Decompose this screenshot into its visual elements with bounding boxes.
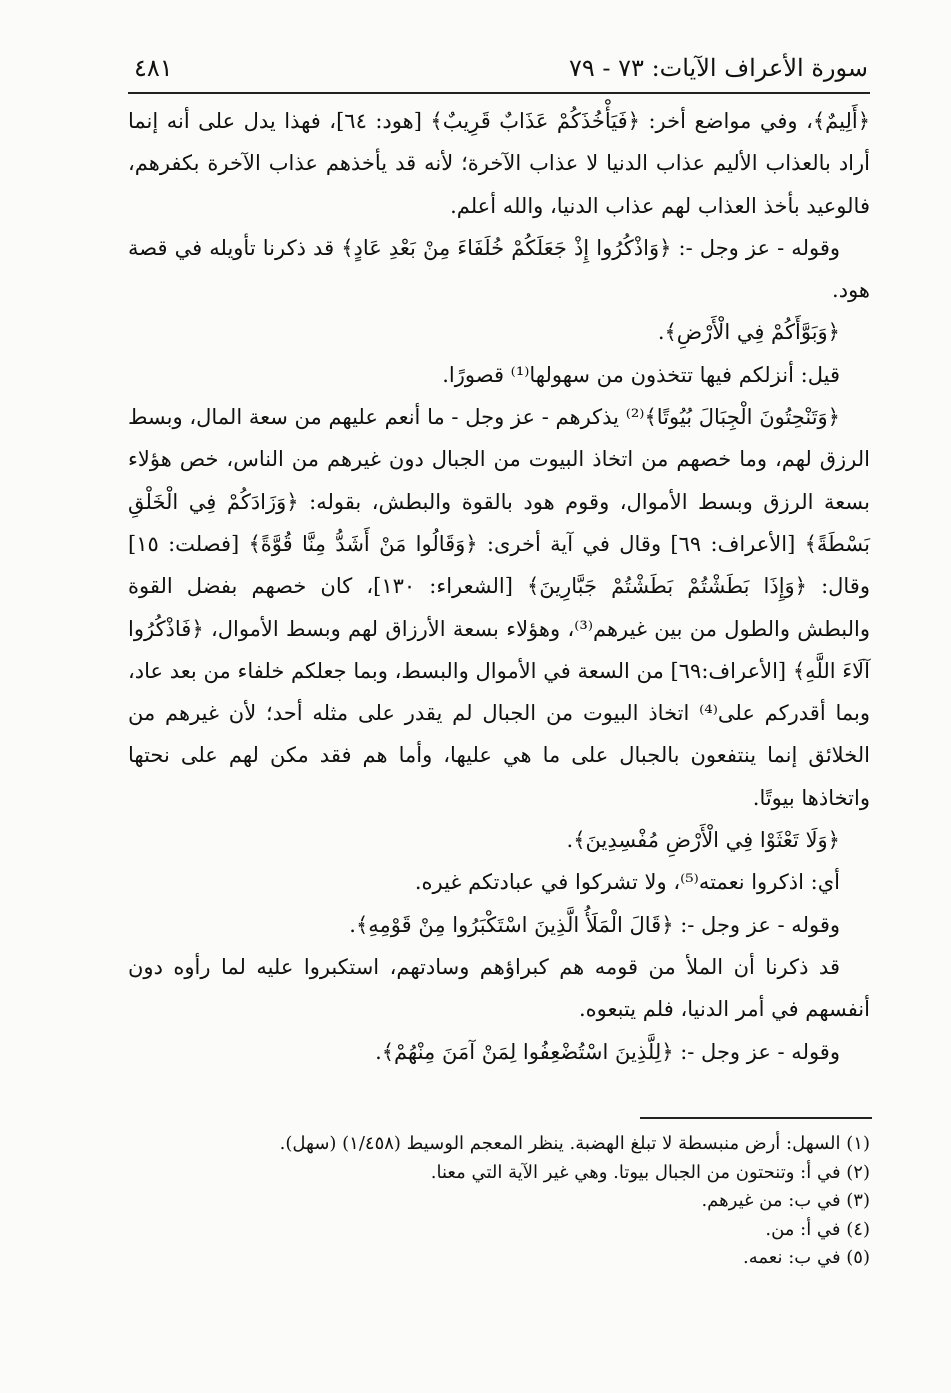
header-divider — [128, 92, 870, 94]
paragraph: أي: اذكروا نعمته⁽⁵⁾، ولا تشركوا في عبادتكم غيره. — [414, 870, 840, 895]
paragraph: وقوله - عز وجل -: ﴿وَاذْكُرُوا إِذْ جَعَلَكُمْ خُلَفَاءَ مِنْ بَعْدِ عَادٍ﴾ قد ذكرنا تأويله في قصة هود. — [128, 235, 870, 303]
quran-verse: ﴿وَبَوَّأَكُمْ فِي الْأَرْضِ﴾. — [657, 320, 840, 345]
main-text — [128, 100, 870, 1073]
paragraph: قيل: أنزلكم فيها تتخذون من سهولها⁽¹⁾ قصورًا. — [442, 362, 840, 387]
header-title: سورة الأعراف الآيات: ٧٣ - ٧٩ — [569, 54, 868, 82]
footnote: (٥) في ب: نعمه. — [743, 1247, 870, 1268]
footnote: (٢) في أ: وتنحتون من الجبال بيوتا. وهي غير الآية التي معنا. — [430, 1161, 870, 1183]
paragraph: قد ذكرنا أن الملأ من قومه هم كبراؤهم وسادتهم، استكبروا عليه لما رأوه دون أنفسهم في أمر الدنيا، فلم يتبعوه. — [128, 954, 870, 1022]
footnote: (١) السهل: أرض منبسطة لا تبلغ الهضبة. ينظر المعجم الوسيط (١/٤٥٨) (سهل). — [279, 1133, 870, 1154]
footnotes — [128, 1130, 870, 1273]
page-number: ٤٨١ — [134, 54, 173, 82]
footnote-divider — [640, 1117, 872, 1119]
quran-verse: ﴿وَلَا تَعْثَوْا فِي الْأَرْضِ مُفْسِدِينَ﴾. — [566, 828, 840, 853]
footnote: (٣) في ب: من غيرهم. — [701, 1190, 870, 1211]
running-header — [128, 50, 868, 94]
paragraph: ﴿أَلِيمٌ﴾، وفي مواضع أخر: ﴿فَيَأْخُذَكُمْ عَذَابٌ قَرِيبٌ﴾ [هود: ٦٤]، فهذا يدل على أنه إنما أراد بالعذاب الأليم عذاب الدنيا لا عذاب الآخرة؛ لأنه قد يأخذهم عذاب الآخرة بكفرهم، فالوعيد بأخذ العذاب لهم عذاب الدنيا، والله أعلم. — [128, 109, 870, 218]
footnote: (٤) في أ: من. — [765, 1218, 870, 1240]
paragraph: ﴿وَتَنْحِتُونَ الْجِبَالَ بُيُوتًا﴾⁽²⁾ يذكرهم - عز وجل - ما أنعم عليهم من سعة المال، وبسط الرزق لهم، وما خصهم من اتخاذ البيوت من الجبال دون غيرهم من الناس، خص هؤلاء بسعة الرزق وبسط الأموال، وقوم هود بالقوة والبطش، بقوله: ﴿وَزَادَكُمْ فِي الْخَلْقِ بَسْطَةً﴾ [الأعراف: ٦٩] وقال في آية أخرى: ﴿وَقَالُوا مَنْ أَشَدُّ مِنَّا قُوَّةً﴾ [فصلت: ١٥] وقال: ﴿وَإِذَا بَطَشْتُمْ بَطَشْتُمْ جَبَّارِينَ﴾ [الشعراء: ١٣٠]، كان خصهم بفضل القوة والبطش والطول من بين غيرهم⁽³⁾، وهؤلاء بسعة الأرزاق لهم وبسط الأموال، ﴿فَاذْكُرُوا آلَاءَ اللَّهِ﴾ [الأعراف:٦٩] من السعة في الأموال والبسط، وبما جعلكم خلفاء من بعد عاد، وبما أقدركم على⁽⁴⁾ اتخاذ البيوت من الجبال لم يقدر على مثله أحد؛ لأن غيرهم من الخلائق إنما ينتفعون بالجبال على ما هي عليها، وأما هم فقد مكن لهم على نحتها واتخاذها بيوتًا. — [128, 405, 871, 810]
paragraph: وقوله - عز وجل -: ﴿لِلَّذِينَ اسْتُضْعِفُوا لِمَنْ آمَنَ مِنْهُمْ﴾. — [375, 1039, 840, 1064]
paragraph: وقوله - عز وجل -: ﴿قَالَ الْمَلَأُ الَّذِينَ اسْتَكْبَرُوا مِنْ قَوْمِهِ﴾. — [349, 912, 840, 937]
